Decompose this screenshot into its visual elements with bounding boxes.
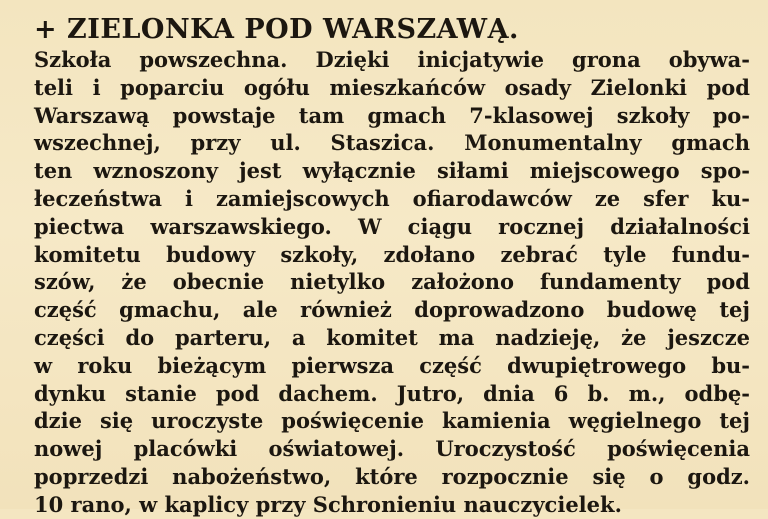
article-line: szów, że obecnie nietylko założono fundamenty pod (34, 269, 750, 295)
article-line: komitetu budowy szkoły, zdołano zebrać tyle fundu- (34, 241, 750, 267)
article-line: teli i poparciu ogółu mieszkańców osady Zielonki pod (34, 74, 750, 100)
article-line: w roku bieżącym pierwsza część dwupiętrowego bu- (34, 352, 750, 378)
article-line: dzie się uroczyste poświęcenie kamienia węgielnego tej (34, 408, 750, 434)
article-line: 10 rano, w kaplicy przy Schronieniu nauczycielek. (34, 491, 622, 517)
article-line: poprzedzi nabożeństwo, które rozpocznie się o godz. (34, 463, 750, 489)
article-line: łeczeństwa i zamiejscowych ofiarodawców ze sfer ku- (34, 185, 750, 211)
article-line: wszechnej, przy ul. Staszica. Monumentalny gmach (34, 130, 750, 156)
article-line: Warszawą powstaje tam gmach 7-klasowej szkoły po- (34, 102, 750, 128)
article-line: nowej placówki oświatowej. Uroczystość poświęcenia (34, 436, 750, 462)
article-line: dynku stanie pod dachem. Jutro, dnia 6 b. m., odbę- (34, 380, 750, 406)
article-body (34, 46, 750, 519)
article-line: piectwa warszawskiego. W ciągu rocznej działalności (34, 213, 750, 239)
article-line: Szkoła powszechna. Dzięki inicjatywie grona obywa- (34, 47, 750, 72)
article-line: części do parteru, a komitet ma nadzieję, że jeszcze (34, 324, 750, 350)
article-headline: + ZIELONKA POD WARSZAWĄ. (34, 14, 519, 45)
article-line: ten wznoszony jest wyłącznie siłami miejscowego spo- (34, 158, 750, 184)
article-line: część gmachu, ale również doprowadzono budowę tej (34, 297, 750, 323)
